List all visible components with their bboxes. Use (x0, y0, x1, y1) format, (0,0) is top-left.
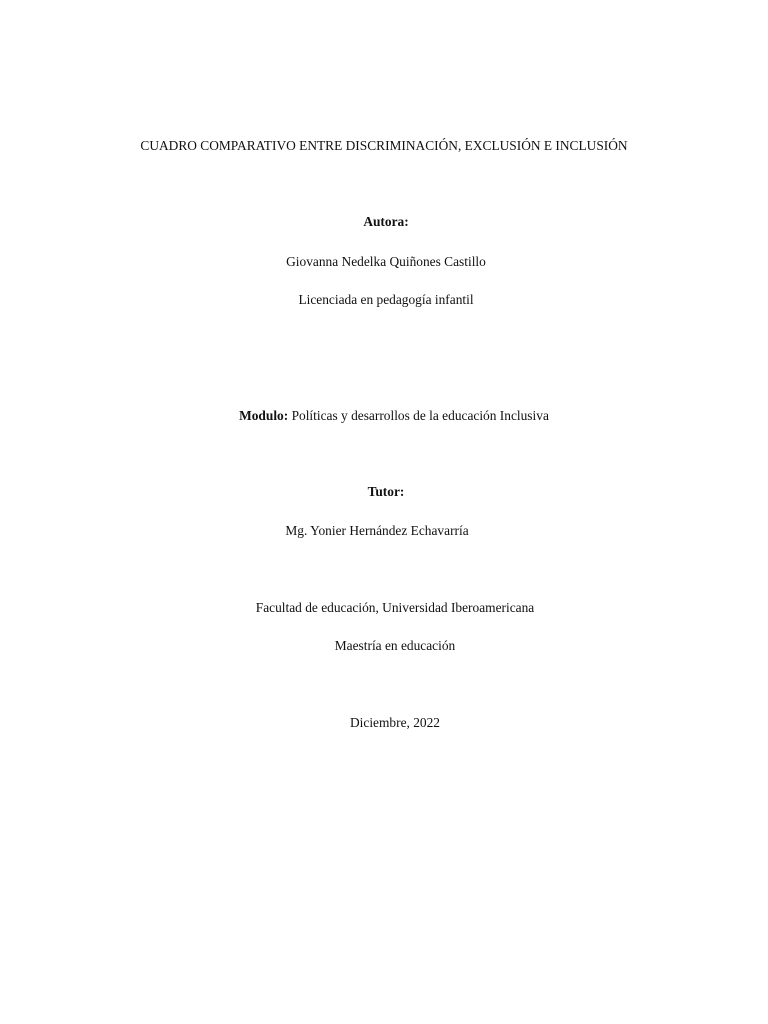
author-degree: Licenciada en pedagogía infantil (298, 292, 474, 307)
author-name: Giovanna Nedelka Quiñones Castillo (286, 254, 486, 269)
module-label: Modulo: (239, 408, 289, 423)
date: Diciembre, 2022 (350, 715, 440, 730)
faculty: Facultad de educación, Universidad Iberoamericana (255, 600, 535, 615)
program: Maestría en educación (334, 638, 456, 653)
tutor-name: Mg. Yonier Hernández Echavarría (285, 523, 469, 538)
author-label: Autora: (363, 214, 409, 229)
document-title: CUADRO COMPARATIVO ENTRE DISCRIMINACIÓN, EXCLUSIÓN E INCLUSIÓN (140, 138, 628, 153)
tutor-label: Tutor: (367, 484, 405, 499)
module-name: Políticas y desarrollos de la educación Inclusiva (291, 408, 549, 423)
module-line (10, 408, 768, 424)
